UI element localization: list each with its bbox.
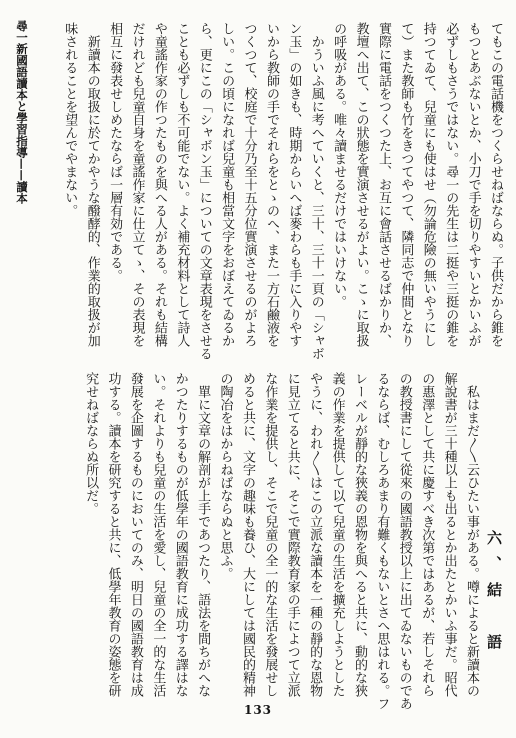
text-column: な作業を提供し、そこで兒童の全一的な生活を發展せし [262,372,278,697]
text-column: ン玉」の如きも、時期からいへば麥わらも手に入りやす [286,22,302,347]
text-column: ら、更にこの「シャボン玉」についての文章表現をさせる [196,22,212,360]
running-head: 尋一新國語讀本と學習指導——讀本 [15,20,29,204]
text-column: 解說書が三十種以上も出るとか出たとかいふ事だ。昭代 [441,372,457,697]
text-column: の惠澤として共に慶すべき次第ではあるが、若しそれら [419,372,435,697]
text-column: ことも必ずしも不可能でない。よく補充材料として詩人 [174,22,190,347]
text-column: い。それよりも兒童の生活を愛し、兒童の全一的な生活 [150,372,166,697]
text-column: めると共に、文字の趣味も養ひ、大にしては國民的精神 [239,372,255,697]
upper-text-block [58,22,506,360]
text-column: しい。この頃になれば兒童も相當文字をおぼえてゐるか [219,22,235,347]
text-column: 究せねばならぬ所以だ。 [83,372,99,515]
text-column: つくつて、校庭で十分乃至十五分位實演させるのがよろ [241,22,257,347]
text-column: 實際に電話をつくつた上、お互に會話させるばかりか、 [375,22,391,347]
text-column: 私はまだ〳〵云ひたい事がある。噂によると新讀本の [464,372,479,697]
text-column: るならば、むしろあまり有難くもないとさへ思はれる。フ [374,372,390,710]
text-column: てもこの電話機をつくらせねばならぬ。子供だから錐を [488,22,503,347]
text-column: 功する。讀本を研究すると共に、低學年教育の姿態を研 [105,372,121,697]
text-column: だけれども兒童自身を童謠作家に仕立てゝ、その表現を [129,22,145,347]
page-number: 133 [243,703,273,717]
section-heading: 六、結 語 [485,530,503,660]
text-column: に見立てると共に、そこで實際教育家の手によつて立派 [284,372,300,697]
text-column: 相互に發表せしめたならば一層有効である。 [107,22,123,282]
text-column: いから教師の手でそれらをとゝのへ、また一方石鹼液を [263,22,279,347]
text-column: の呼吸がある。唯々讀ませるだけではいけない。 [331,22,347,308]
text-column: 必ずしもさうではない。尋一の先生は二挺や三挺の錐を [443,22,459,347]
text-column: もつとあぶないとか、小刀で手を切りやすいとかいふが [465,22,481,347]
text-column: 義の作業を提供して以て兒童の生活を擴充しようとした [329,372,345,697]
text-column: て）また教師も竹をきつてやつて、隣同志で仲間となり [398,22,414,347]
text-column: 發展を企圖するものにおいてのみ、明日の國語教育は成 [127,372,143,697]
text-column: 持つてゐて、兒童にも使はせ（勿論危險の無いやうにし [420,22,436,347]
text-column: 味されることを望んでやまない。 [62,22,78,217]
text-column: レーベルが靜的な狹義の恩物を與へると共に、動的な狹 [351,372,367,697]
text-column: 新讀本の取扱に於てかやうな醱酵的、作業的取扱が加 [84,22,100,347]
text-column: 教壇へ出て、この狀態を實演させるがよい。こゝに取扱 [353,22,369,347]
text-column: や童謠作家の作つたものを與へる人がある。それも結構 [151,22,167,347]
text-column: の陶冶をはからねばならぬと思ふ。 [217,372,233,580]
text-column: の教授書にして從來の國語教授以上に出てゐないものであ [396,372,412,710]
text-column: やうに、われ〳〵はこの立派な讀本を一種の靜的な恩物 [307,372,323,697]
text-column: かつたりするものが低學年の國語教育に成功する譯はな [172,372,188,697]
text-column: かういふ風に考へていくと、三十、三十一頁の「シャボ [308,22,324,360]
text-column: 單に文章の解剖が上手であつたり、語法を間ちがへな [195,372,211,697]
